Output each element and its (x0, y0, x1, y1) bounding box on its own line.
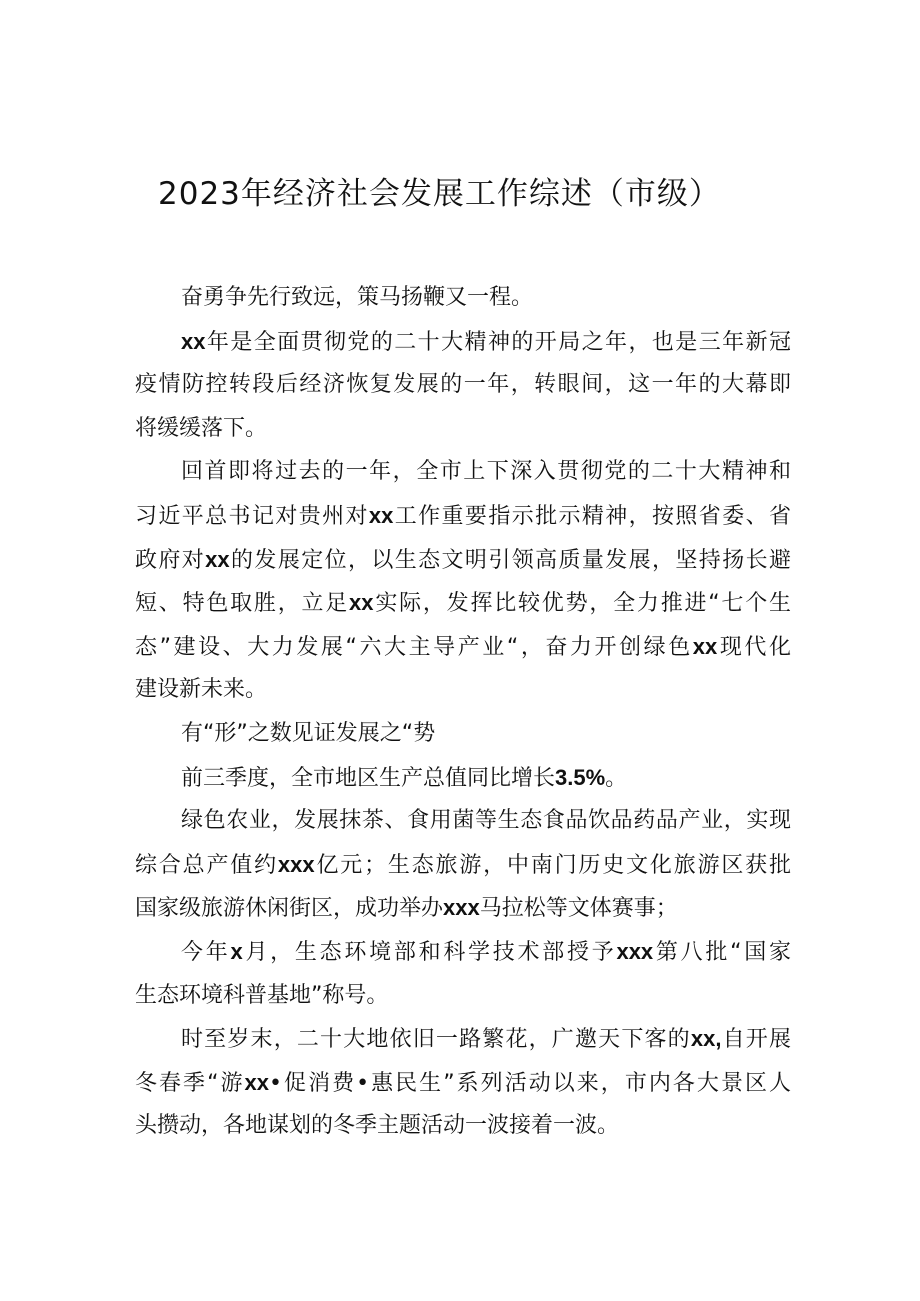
paragraph (135, 930, 791, 1017)
paragraph (135, 756, 791, 800)
paragraph-line: 将缓缓落下。 (135, 415, 268, 441)
paragraph-line: 有“形”之数见证发展之“势 (181, 720, 436, 746)
paragraph (135, 320, 791, 451)
paragraph-line: 今年x月，生态环境部和科学技术部授予xxx第八批“国家 (181, 938, 791, 965)
paragraph-line: 冬春季“游xx•促消费•惠民生”系列活动以来，市内各大景区人 (135, 1069, 791, 1096)
paragraph-line: 态”建设、大力发展“六大主导产业“，奋力开创绿色xx现代化 (135, 633, 791, 660)
paragraph-line: 绿色农业，发展抹茶、食用菌等生态食品饮品药品产业，实现 (181, 808, 791, 834)
paragraph (135, 1017, 791, 1148)
paragraph (135, 799, 791, 930)
paragraph-line: 头攒动，各地谋划的冬季主题活动一波接着一波。 (135, 1113, 620, 1139)
paragraph-line: 时至岁末，二十大地依旧一路繁花，广邀天下客的xx,自开展 (181, 1026, 791, 1053)
paragraph-line: 奋勇争先行致远，策马扬鞭又一程。 (181, 285, 534, 310)
paragraph-line: 政府对xx的发展定位，以生态文明引领高质量发展，坚持扬长避 (135, 546, 791, 573)
paragraph-line: 生态环境科普基地”称号。 (135, 982, 389, 1008)
paragraph (135, 276, 791, 320)
paragraph-line: 综合总产值约xxx亿元；生态旅游，中南门历史文化旅游区获批 (135, 851, 791, 878)
paragraph-line: 回首即将过去的一年，全市上下深入贯彻党的二十大精神和 (181, 459, 791, 485)
paragraph-line: xx年是全面贯彻党的二十大精神的开局之年，也是三年新冠 (181, 328, 791, 355)
document-body (135, 276, 791, 1148)
paragraph-line: 前三季度，全市地区生产总值同比增长3.5%。 (181, 764, 628, 791)
document-title: 2023年经济社会发展工作综述（市级） (158, 176, 721, 212)
paragraph-line: 建设新未来。 (135, 677, 268, 703)
paragraph-line: 短、特色取胜，立足xx实际，发挥比较优势，全力推进“七个生 (135, 590, 791, 617)
paragraph-line: 疫情防控转段后经济恢复发展的一年，转眼间，这一年的大幕即 (135, 372, 791, 398)
paragraph (135, 450, 791, 712)
paragraph (135, 712, 791, 756)
paragraph-line: 习近平总书记对贵州对xx工作重要指示批示精神，按照省委、省 (135, 502, 791, 529)
paragraph-line: 国家级旅游休闲街区，成功举办xxx马拉松等文体赛事； (135, 895, 678, 922)
